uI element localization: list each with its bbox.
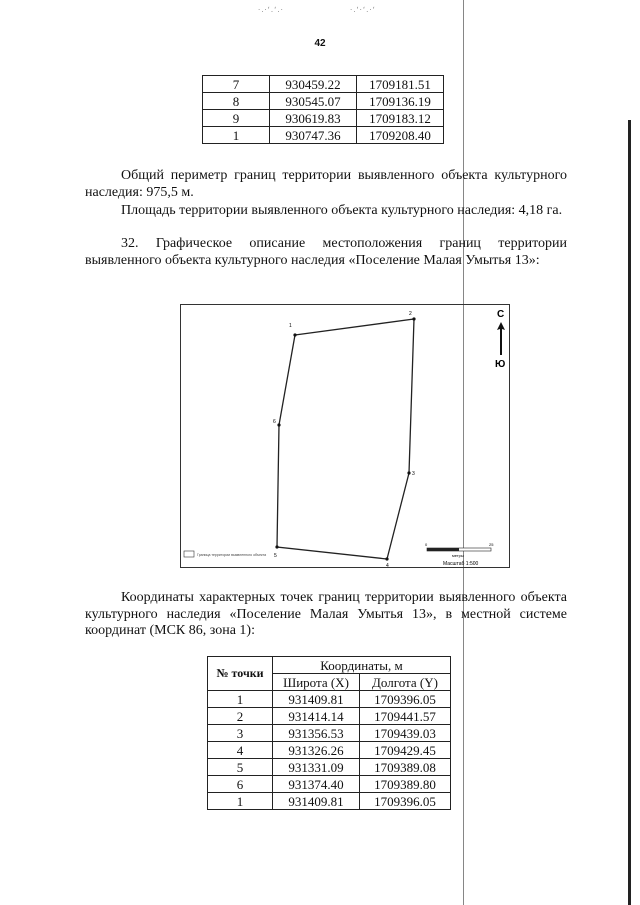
boundary-point xyxy=(412,317,415,320)
north-arrow-icon xyxy=(497,322,505,355)
point-label: 5 xyxy=(274,553,277,559)
boundary-map-svg xyxy=(181,305,511,569)
continued-coordinates-table xyxy=(202,75,444,144)
perimeter-paragraph: Общий периметр границ территории выявленного объекта культурного наследия: 975,5 м. xyxy=(85,168,567,200)
legend-swatch xyxy=(184,551,194,557)
boundary-map xyxy=(180,304,510,568)
table-row: 1 930747.36 1709208.40 xyxy=(203,127,444,144)
scale-bar-fill xyxy=(427,548,459,551)
south-label: Ю xyxy=(495,359,506,370)
table-row: 3 931356.53 1709439.03 xyxy=(208,725,451,742)
scan-edge-line xyxy=(628,120,631,905)
scale-right-label: 25 xyxy=(489,542,494,547)
boundary-point xyxy=(407,471,410,474)
legend-text: Граница территории выявленного объекта xyxy=(197,553,267,557)
scale-units: метры xyxy=(452,553,464,558)
header-x: Широта (X) xyxy=(273,674,360,691)
page-number: 42 xyxy=(314,38,326,49)
table-row: 4 931326.26 1709429.45 xyxy=(208,742,451,759)
point-label: 6 xyxy=(273,419,276,425)
table-header-row xyxy=(208,657,451,674)
boundary-point xyxy=(275,545,278,548)
coordinates-intro-paragraph: Координаты характерных точек границ территории выявленного объекта культурного наследия «Поселение Малая Умытья 13», в местной системе координат (МСК 86, зона 1): xyxy=(85,590,567,638)
table-row: 2 931414.14 1709441.57 xyxy=(208,708,451,725)
boundary-polygon xyxy=(277,319,414,559)
table-row: 1 931409.81 1709396.05 xyxy=(208,793,451,810)
table-row: 8 930545.07 1709136.19 xyxy=(203,93,444,110)
boundary-point xyxy=(293,333,296,336)
table-row: 7 930459.22 1709181.51 xyxy=(203,76,444,93)
scan-smudge-right: ·.ʻ·ʻ.·ʻ xyxy=(350,6,376,14)
area-paragraph: Площадь территории выявленного объекта культурного наследия: 4,18 га. xyxy=(121,203,563,218)
boundary-point xyxy=(277,423,280,426)
point-label: 1 xyxy=(289,323,292,329)
point-label: 3 xyxy=(412,471,415,477)
table-row: 9 930619.83 1709183.12 xyxy=(203,110,444,127)
point-label: 4 xyxy=(386,563,389,569)
point-label: 2 xyxy=(409,311,412,317)
scale-left-label: 0 xyxy=(425,542,428,547)
scale-text: Масштаб 1:500 xyxy=(443,561,479,567)
boundary-point xyxy=(385,557,388,560)
table-row: 6 931374.40 1709389.80 xyxy=(208,776,451,793)
table-row: 1 931409.81 1709396.05 xyxy=(208,691,451,708)
north-label: С xyxy=(497,309,505,320)
boundary-coordinates-table xyxy=(207,656,451,810)
header-y: Долгота (Y) xyxy=(360,674,451,691)
scan-smudge-left: ·.·ʻ.ʻ.· xyxy=(258,6,284,14)
header-point-number: № точки xyxy=(208,657,273,691)
graphic-description-paragraph: 32. Графическое описание местоположения границ территории выявленного объекта культурного наследия «Поселение Малая Умытья 13»: xyxy=(85,236,567,268)
table-row: 5 931331.09 1709389.08 xyxy=(208,759,451,776)
header-coordinates: Координаты, м xyxy=(273,657,451,674)
